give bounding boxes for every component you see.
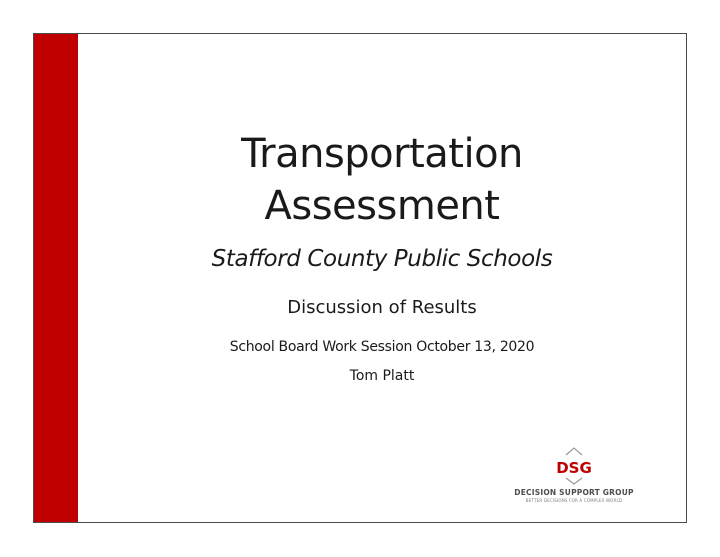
logo-mark-text: DSG xyxy=(556,459,592,477)
logo-chevron-bottom xyxy=(566,478,582,484)
session-date: School Board Work Session October 13, 2020 xyxy=(229,339,535,355)
slide-title xyxy=(78,128,686,232)
dsg-logo xyxy=(504,446,644,516)
title-line-1: Transportation xyxy=(241,131,523,177)
accent-bar xyxy=(34,34,78,522)
slide-subtitle: Stafford County Public Schools xyxy=(211,246,553,272)
logo-name: DECISION SUPPORT GROUP xyxy=(514,488,634,497)
presenter-name: Tom Platt xyxy=(349,368,415,384)
logo-tagline: BETTER DECISIONS FOR A COMPLEX WORLD xyxy=(525,498,623,503)
slide xyxy=(33,33,687,523)
discussion-heading: Discussion of Results xyxy=(287,297,477,318)
logo-chevron-top xyxy=(566,448,582,455)
title-line-2: Assessment xyxy=(264,183,500,229)
dsg-logo-mark xyxy=(552,446,596,486)
